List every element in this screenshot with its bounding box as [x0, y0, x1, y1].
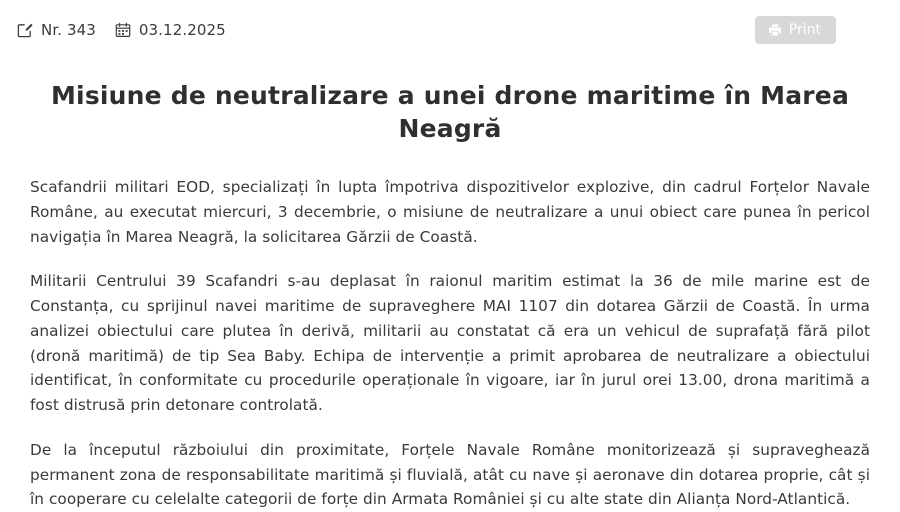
- print-button-label: Print: [788, 22, 821, 38]
- article-paragraph: Scafandrii militari EOD, specializați în lupta împotriva dispozitivelor explozive, din cadrul Forțelor Navale Române, au executat miercuri, 3 decembrie, o misiune de neutralizare a unui obiect care punea în pericol navigația în Marea Neagră, la solicitarea Gărzii de Coastă.: [30, 178, 870, 246]
- article-date: [114, 21, 226, 39]
- calendar-icon: [114, 21, 132, 39]
- page-title: Misiune de neutralizare a unei drone maritime în Marea Neagră: [50, 81, 850, 143]
- pencil-square-icon: [16, 21, 34, 39]
- article-number-label: Nr. 343: [41, 21, 96, 39]
- print-button[interactable]: [755, 16, 836, 44]
- printer-icon: [768, 23, 782, 37]
- article-paragraph: De la începutul războiului din proximitate, Forțele Navale Române monitorizează și supraveghează permanent zona de responsabilitate maritimă și fluvială, atât cu nave și aeronave din dotarea proprie, cât și în cooperare cu celelalte categorii de forțe din Armata României și cu alte state din Alianța Nord-Atlantică.: [30, 440, 870, 509]
- article-number: [16, 21, 96, 39]
- article-paragraph: Militarii Centrului 39 Scafandri s-au deplasat în raionul maritim estimat la 36 de mile marine est de Constanța, cu sprijinul navei maritime de supraveghere MAI 1107 din dotarea Gărzii de Coastă. În urma analizei obiectului care plutea în derivă, militarii au constatat că era un vehicul de suprafață fără pilot (dronă maritimă) de tip Sea Baby. Echipa de intervenție a primit aprobarea de neutralizare a obiectului identificat, în conformitate cu procedurile operaționale în vigoare, iar în jurul orei 13.00, drona maritimă a fost distrusă prin detonare controlată.: [30, 272, 870, 415]
- article-meta-bar: [16, 0, 884, 54]
- article-body: [16, 175, 884, 512]
- article-date-label: 03.12.2025: [138, 21, 226, 39]
